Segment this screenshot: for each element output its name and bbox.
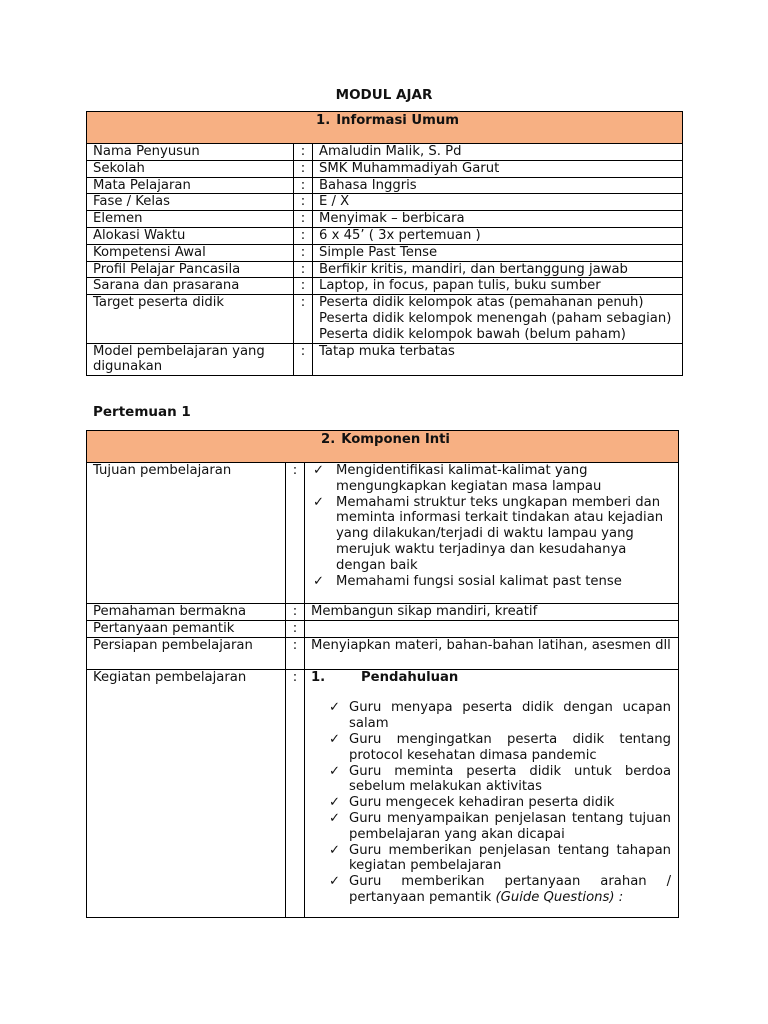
list-item [311,463,678,495]
table-row [87,227,683,244]
row-value: Laptop, in focus, papan tulis, buku sumber [313,278,683,295]
row-separator: : [294,278,313,295]
list-item-text: Guru mengecek kehadiran peserta didik [349,795,615,811]
checkmark-icon: ✓ [329,763,341,779]
table-row-tujuan [87,463,679,604]
row-value [313,295,683,343]
list-item [329,795,671,811]
row-label: Target peserta didik [87,295,294,343]
row-value: Bahasa Inggris [313,177,683,194]
kegiatan-list [311,700,678,905]
table-row [87,144,683,161]
tujuan-list [311,463,678,589]
table-row [87,160,683,177]
row-value: 6 x 45’ ( 3x pertemuan ) [313,227,683,244]
informasi-umum-table [86,111,683,376]
row-separator: : [286,604,305,621]
row-label: Alokasi Waktu [87,227,294,244]
section-number: 2. [321,432,336,447]
table-row [87,637,679,669]
row-value: Menyimak – berbicara [313,211,683,228]
list-item-text: Guru menyampaikan penjelasan tentang tujuan pembelajaran yang akan dicapai [349,810,672,842]
sub-number: 1. [311,669,326,685]
row-separator: : [294,177,313,194]
row-separator: : [294,194,313,211]
section-header [87,112,683,144]
row-value: Berfikir kritis, mandiri, dan bertanggung jawab [313,261,683,278]
row-separator: : [294,227,313,244]
row-label: Tujuan pembelajaran [87,463,286,604]
section-heading: Informasi Umum [336,113,459,128]
row-label: Nama Penyusun [87,144,294,161]
guide-questions-label: (Guide Questions) : [495,889,624,905]
list-item-text: Guru memberikan pertanyaan arahan / pertanyaan pemantik [349,874,672,905]
checkmark-icon: ✓ [313,494,325,510]
meeting-label: Pertemuan 1 [93,404,191,420]
target-line: Peserta didik kelompok bawah (belum paham) [319,326,626,342]
list-item [329,843,671,875]
list-item-text: Memahami struktur teks ungkapan memberi dan meminta informasi terkait tindakan atau kejadian yang dilakukan/terjadi di waktu lampau yang merujuk waktu terjadinya dan kesudahanya dengan baik [336,494,664,573]
row-separator: : [294,244,313,261]
row-label: Kompetensi Awal [87,244,294,261]
checkmark-icon: ✓ [313,463,325,478]
list-item [329,700,671,732]
row-value [305,620,679,637]
row-label: Elemen [87,211,294,228]
sub-heading-text: Pendahuluan [361,669,459,685]
row-label: Sekolah [87,160,294,177]
section-header [87,431,679,463]
list-item-text: Guru mengingatkan peserta didik tentang protocol kesehatan dimasa pandemic [349,731,672,763]
list-item [311,574,678,590]
row-separator: : [294,261,313,278]
row-separator: : [286,637,305,669]
table-row-kegiatan [87,669,679,917]
row-label: Fase / Kelas [87,194,294,211]
list-item [329,874,671,906]
row-value: Amaludin Malik, S. Pd [313,144,683,161]
document-title: MODUL AJAR [335,87,433,103]
row-label: Kegiatan pembelajaran [87,669,286,917]
row-separator: : [294,211,313,228]
list-item-text: Memahami fungsi sosial kalimat past tense [336,573,622,589]
row-separator: : [294,295,313,343]
table-row-target [87,295,683,343]
sub-heading [311,670,678,686]
checkmark-icon: ✓ [313,573,325,589]
table-row [87,194,683,211]
row-label: Profil Pelajar Pancasila [87,261,294,278]
row-separator: : [286,669,305,917]
table-row [87,261,683,278]
table-row [87,244,683,261]
table-row [87,211,683,228]
list-item-text: Mengidentifikasi kalimat-kalimat yang mengungkapkan kegiatan masa lampau [336,463,602,494]
row-separator: : [294,144,313,161]
row-label: Sarana dan prasarana [87,278,294,295]
list-item [329,732,671,764]
row-separator: : [286,620,305,637]
table-row [87,278,683,295]
list-item-text: Guru meminta peserta didik untuk berdoa sebelum melakukan aktivitas [349,763,672,795]
row-label: Mata Pelajaran [87,177,294,194]
row-value: Menyiapkan materi, bahan-bahan latihan, asesmen dll [305,637,679,669]
checkmark-icon: ✓ [329,795,341,811]
row-value: SMK Muhammadiyah Garut [313,160,683,177]
row-label: Pemahaman bermakna [87,604,286,621]
checkmark-icon: ✓ [329,700,341,716]
section-heading: Komponen Inti [341,432,450,447]
list-item [329,764,671,796]
checkmark-icon: ✓ [329,842,341,858]
target-line: Peserta didik kelompok atas (pemahanan penuh) [319,295,644,311]
checkmark-icon: ✓ [329,731,341,747]
row-value [305,463,679,604]
list-item [329,811,671,843]
table-row [87,604,679,621]
row-value: Membangun sikap mandiri, kreatif [305,604,679,621]
row-label: Model pembelajaran yang digunakan [87,343,294,376]
table-row-model [87,343,683,376]
row-value: E / X [313,194,683,211]
row-value: Simple Past Tense [313,244,683,261]
komponen-inti-table [86,430,679,918]
row-value [305,669,679,917]
row-label: Pertanyaan pemantik [87,620,286,637]
list-item-text: Guru memberikan penjelasan tentang tahapan kegiatan pembelajaran [349,842,672,874]
row-label: Persiapan pembelajaran [87,637,286,669]
checkmark-icon: ✓ [329,874,341,890]
table-row [87,620,679,637]
table-row [87,177,683,194]
target-line: Peserta didik kelompok menengah (paham sebagian) [319,310,672,326]
row-separator: : [286,463,305,604]
row-separator: : [294,343,313,376]
row-separator: : [294,160,313,177]
section-number: 1. [316,113,331,128]
checkmark-icon: ✓ [329,810,341,826]
list-item [311,495,678,574]
row-value: Tatap muka terbatas [313,343,683,376]
list-item-text: Guru menyapa peserta didik dengan ucapan salam [349,700,672,732]
